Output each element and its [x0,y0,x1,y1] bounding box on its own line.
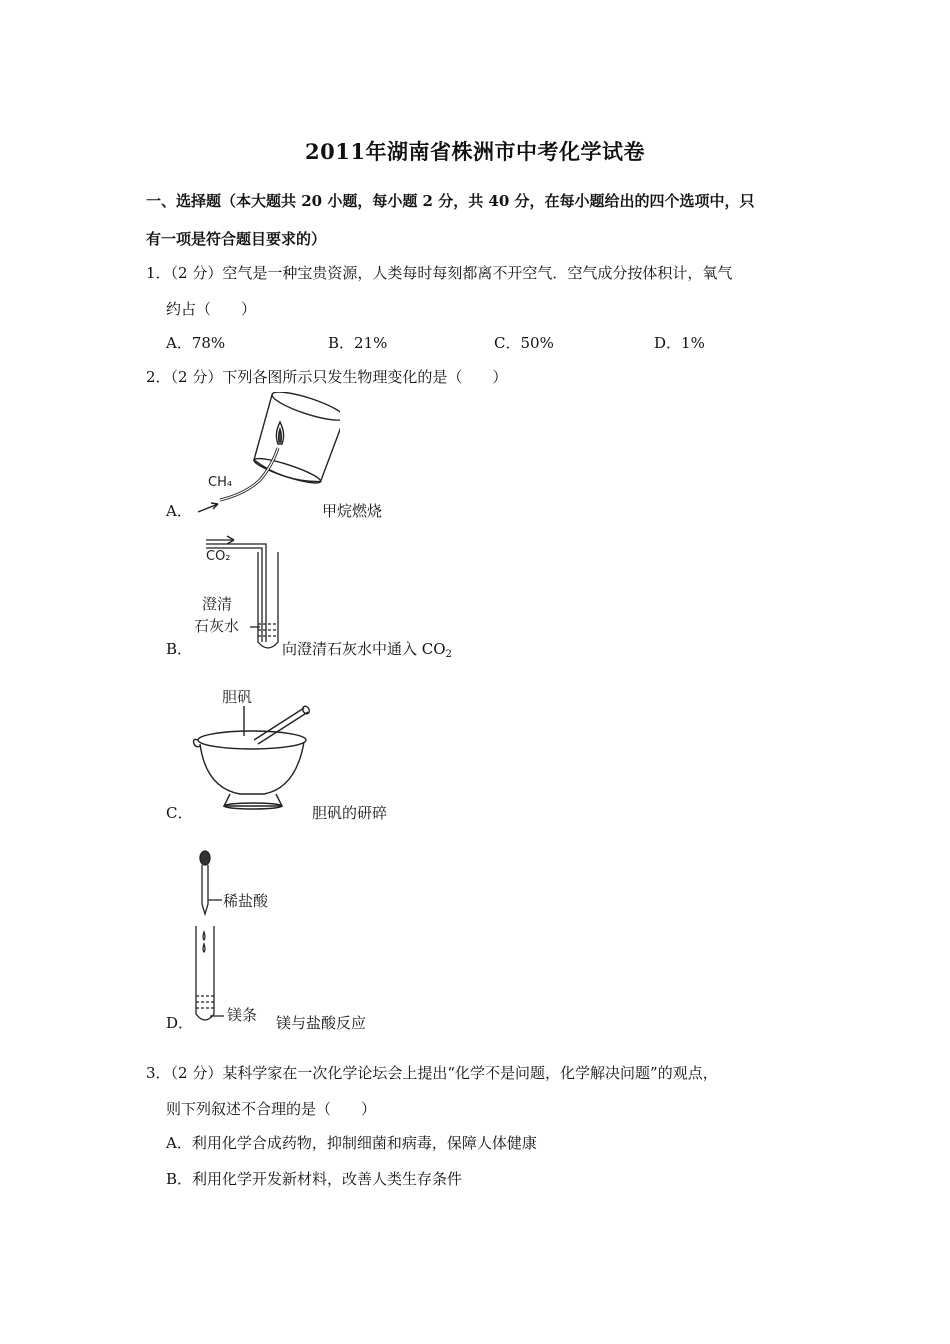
magnesium-hcl-figure [192,848,282,1030]
copper-sulfate-label: 胆矾 [222,688,253,706]
q3-option-b: B．利用化学开发新材料，改善人类生存条件 [166,1170,463,1188]
co2-label: CO₂ [206,549,231,564]
section-heading-line1: 一、选择题（本大题共 20 小题，每小题 2 分，共 40 分，在每小题给出的四个选项中，只 [146,192,755,210]
q1-option-a: A．78% [166,334,226,352]
q2-option-b-letter: B． [166,640,193,658]
ch4-label: CH₄ [208,475,233,490]
q1-option-d: D．1% [654,334,705,352]
q3-option-a: A．利用化学合成药物，抑制细菌和病毒，保障人体健康 [166,1134,537,1152]
q2-option-c-caption: 胆矾的研碎 [312,804,388,822]
q1-option-c: C．50% [494,334,554,352]
dilute-hcl-label: 稀盐酸 [223,892,269,910]
mortar-pestle-figure [192,688,312,818]
q2-option-d-letter: D． [166,1014,194,1032]
q2-option-d-caption: 镁与盐酸反应 [276,1014,367,1032]
page-title: 2011年湖南省株洲市中考化学试卷 [305,139,645,164]
q3-stem-line2: 则下列叙述不合理的是（ ） [166,1100,377,1118]
section-heading-line2: 有一项是符合题目要求的） [146,230,327,248]
magnesium-ribbon-label: 镁条 [227,1006,258,1024]
methane-combustion-figure [190,392,340,520]
q1-stem-line2: 约占（ ） [166,300,257,318]
q2-option-a-letter: A． [166,502,192,520]
limewater-label: 石灰水 [194,617,240,635]
clear-label: 澄清 [202,595,233,613]
q3-stem-line1: 3．（2 分）某科学家在一次化学论坛会上提出“化学不是问题，化学解决问题”的观点， [146,1064,718,1082]
q2-option-b-caption: 向澄清石灰水中通入 $CO_2$ [282,640,452,660]
q1-stem-line1: 1．（2 分）空气是一种宝贵资源，人类每时每刻都离不开空气．空气成分按体积计，氧气 [146,264,733,282]
q1-option-b: B．21% [328,334,388,352]
q2-option-c-letter: C． [166,804,193,822]
q2-stem: 2．（2 分）下列各图所示只发生物理变化的是（ ） [146,368,508,386]
co2-limewater-figure [192,530,284,655]
q2-option-a-caption: 甲烷燃烧 [322,502,383,520]
